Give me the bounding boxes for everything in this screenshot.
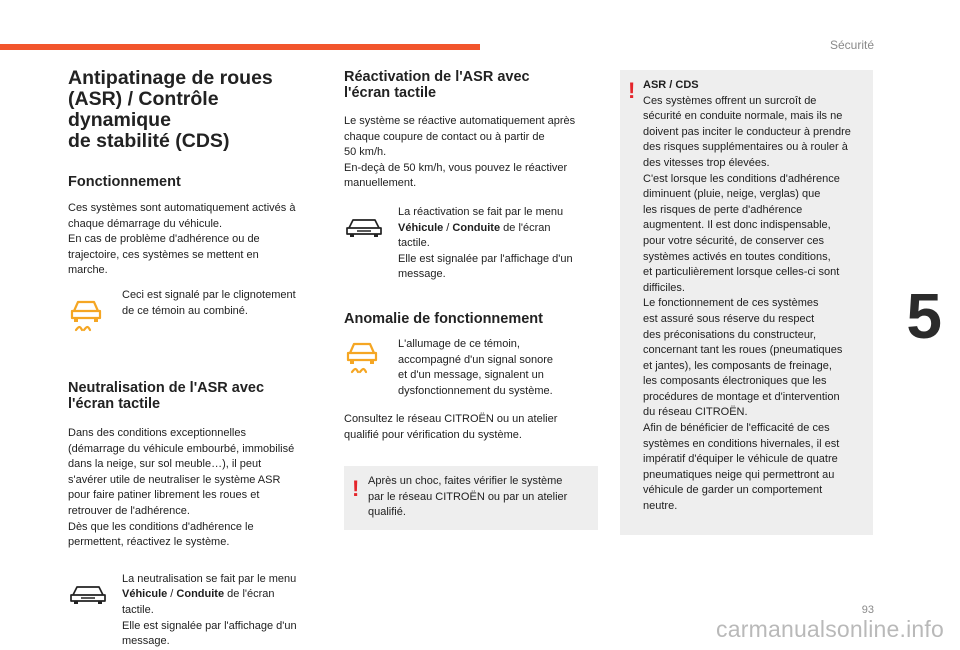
menu-separator: / bbox=[167, 588, 177, 601]
text-line: Consultez le réseau CITROËN ou un atelier bbox=[344, 413, 558, 426]
neutralisation-heading bbox=[68, 380, 320, 412]
text-line: de ce témoin au combiné. bbox=[122, 304, 248, 317]
text-line: des vitesses trop élevées. bbox=[643, 156, 770, 169]
text-line: trajectoire, ces systèmes se mettent en bbox=[68, 248, 259, 261]
heading-line: l'écran tactile bbox=[68, 395, 161, 412]
anomalie-icon-row bbox=[344, 337, 600, 399]
text-line: est assuré sous réserve du respect bbox=[643, 312, 815, 325]
text-line: et d'un message, signalent un bbox=[398, 369, 544, 382]
text-line: tactile. bbox=[398, 237, 430, 250]
text-line: du réseau CITROËN. bbox=[643, 406, 748, 419]
text-line: chaque démarrage du véhicule. bbox=[68, 217, 223, 230]
column-middle bbox=[344, 64, 600, 444]
menu-conduite: Conduite bbox=[176, 588, 225, 601]
warning-exclamation-icon: ! bbox=[352, 476, 360, 501]
text-line: procédures de montage et d'intervention bbox=[643, 390, 840, 403]
title-line: Antipatinage de roues bbox=[68, 67, 273, 89]
menu-conduite: Conduite bbox=[452, 221, 501, 234]
fonctionnement-heading: Fonctionnement bbox=[68, 174, 181, 190]
title-line: (ASR) / Contrôle dynamique bbox=[68, 88, 219, 131]
esp-warning-icon bbox=[68, 288, 116, 332]
text-line: Dans des conditions exceptionnelles bbox=[68, 426, 246, 439]
text-line: La neutralisation se fait par le menu bbox=[122, 572, 297, 585]
text-line: impératif d'équiper le véhicule de quatre bbox=[643, 453, 838, 466]
anomalie-text bbox=[344, 412, 600, 443]
text-line: diminuent (pluie, neige, verglas) que bbox=[643, 188, 821, 201]
heading-line: Neutralisation de l'ASR avec bbox=[68, 379, 265, 396]
heading-line: Réactivation de l'ASR avec bbox=[344, 69, 530, 85]
neutralisation-text bbox=[68, 426, 320, 551]
text-line: Ces systèmes sont automatiquement activés à bbox=[68, 202, 296, 214]
asr-cds-text bbox=[643, 94, 871, 515]
text-line: Ceci est signalé par le clignotement bbox=[122, 288, 296, 301]
page-title bbox=[68, 68, 320, 152]
text-line: neutre. bbox=[643, 500, 678, 513]
fonctionnement-text bbox=[68, 201, 320, 279]
text-line: les risques de perte d'adhérence bbox=[643, 203, 803, 216]
car-menu-icon bbox=[68, 572, 116, 606]
text-line: manuellement. bbox=[344, 177, 417, 190]
text-line: sécurité en conduite normale, mais ils ne bbox=[643, 110, 843, 123]
text-line: En-deçà de 50 km/h, vous pouvez le réactiver bbox=[344, 161, 568, 174]
text-line: véhicule de garder un comportement bbox=[643, 484, 823, 497]
warning-exclamation-icon: ! bbox=[628, 78, 636, 103]
warning-text bbox=[368, 474, 567, 521]
menu-vehicule: Véhicule bbox=[122, 588, 168, 601]
reactivation-heading bbox=[344, 69, 600, 101]
text-line: En cas de problème d'adhérence ou de bbox=[68, 233, 260, 246]
text-line: pneumatiques neige qui permettront au bbox=[643, 468, 835, 481]
text-line: augmentent. Il est donc indispensable, bbox=[643, 219, 831, 232]
reactivation-icon-text bbox=[398, 205, 600, 283]
esp-warning-icon bbox=[344, 337, 398, 374]
text-line: qualifié. bbox=[368, 506, 406, 519]
text-line: dysfonctionnement du système. bbox=[398, 384, 553, 397]
asr-cds-heading: ASR / CDS bbox=[643, 79, 699, 91]
text-line: Le système se réactive automatiquement après bbox=[344, 115, 576, 127]
text-line: marche. bbox=[68, 264, 108, 277]
text-line: et jantes), les composants de freinage, bbox=[643, 359, 832, 372]
menu-tail: de l'écran bbox=[500, 221, 551, 234]
text-line: doivent pas inciter le conducteur à prendre bbox=[643, 125, 851, 138]
text-line: Ces systèmes offrent un surcroît de bbox=[643, 94, 817, 107]
text-line: Afin de bénéficier de l'efficacité de ces bbox=[643, 422, 830, 435]
text-line: par le réseau CITROËN ou par un atelier bbox=[368, 490, 568, 503]
text-line: dans la neige, sur sol meuble…), il peut bbox=[68, 458, 262, 471]
fonctionnement-icon-row bbox=[68, 288, 320, 332]
text-line: Après un choc, faites vérifier le système bbox=[368, 475, 563, 487]
text-line: permettent, réactivez le système. bbox=[68, 536, 230, 549]
chapter-number: 5 bbox=[906, 280, 942, 352]
text-line: (démarrage du véhicule embourbé, immobilisé bbox=[68, 442, 295, 455]
text-line: les composants électroniques que les bbox=[643, 375, 827, 388]
text-line: des risques supplémentaires ou à rouler à bbox=[643, 141, 848, 154]
text-line: message. bbox=[122, 635, 170, 648]
column-left bbox=[68, 64, 320, 650]
text-line: L'allumage de ce témoin, bbox=[398, 337, 520, 350]
text-line: pour faire patiner librement les roues et bbox=[68, 489, 260, 502]
text-line: Elle est signalée par l'affichage d'un bbox=[398, 252, 573, 265]
reactivation-icon-row bbox=[344, 205, 600, 283]
text-line: Dès que les conditions d'adhérence le bbox=[68, 520, 254, 533]
text-line: et particulièrement lorsque celles-ci sont bbox=[643, 266, 840, 279]
text-line: accompagné d'un signal sonore bbox=[398, 353, 553, 366]
text-line: s'avérer utile de neutraliser le système ASR bbox=[68, 473, 281, 486]
text-line: tactile. bbox=[122, 603, 154, 616]
menu-separator: / bbox=[443, 221, 453, 234]
warning-box bbox=[344, 466, 598, 530]
car-menu-icon bbox=[344, 205, 398, 239]
title-line: de stabilité (CDS) bbox=[68, 130, 230, 152]
header-accent-bar bbox=[0, 44, 480, 50]
fonctionnement-icon-text bbox=[116, 288, 320, 319]
text-line: systèmes en conditions hivernales, il est bbox=[643, 437, 840, 450]
text-line: Elle est signalée par l'affichage d'un bbox=[122, 619, 297, 632]
heading-line: l'écran tactile bbox=[344, 85, 437, 101]
text-line: qualifié pour vérification du système. bbox=[344, 428, 522, 441]
anomalie-icon-text bbox=[398, 337, 600, 399]
text-line: des préconisations du constructeur, bbox=[643, 328, 817, 341]
page-number: 93 bbox=[861, 604, 874, 616]
text-line: pour votre sécurité, de conserver ces bbox=[643, 234, 824, 247]
neutralisation-icon-text bbox=[116, 572, 320, 650]
text-line: retrouver de l'adhérence. bbox=[68, 504, 190, 517]
menu-path-line bbox=[122, 587, 320, 603]
text-line: 50 km/h. bbox=[344, 146, 387, 159]
watermark: carmanualsonline.info bbox=[716, 616, 944, 642]
text-line: C'est lorsque les conditions d'adhérence bbox=[643, 172, 840, 185]
neutralisation-icon-row bbox=[68, 572, 320, 650]
text-line: difficiles. bbox=[643, 281, 685, 294]
text-line: concernant tant les roues (pneumatiques bbox=[643, 344, 843, 357]
reactivation-text bbox=[344, 114, 600, 192]
section-label: Sécurité bbox=[829, 38, 874, 52]
text-line: Le fonctionnement de ces systèmes bbox=[643, 297, 819, 310]
menu-path-line bbox=[398, 221, 600, 237]
text-line: systèmes activés en toutes conditions, bbox=[643, 250, 831, 263]
menu-vehicule: Véhicule bbox=[398, 221, 444, 234]
text-line: chaque coupure de contact ou à partir de bbox=[344, 130, 545, 143]
menu-tail: de l'écran bbox=[224, 588, 275, 601]
anomalie-heading: Anomalie de fonctionnement bbox=[344, 310, 543, 327]
text-line: La réactivation se fait par le menu bbox=[398, 205, 564, 218]
text-line: message. bbox=[398, 268, 446, 281]
asr-cds-info-box bbox=[620, 70, 873, 535]
